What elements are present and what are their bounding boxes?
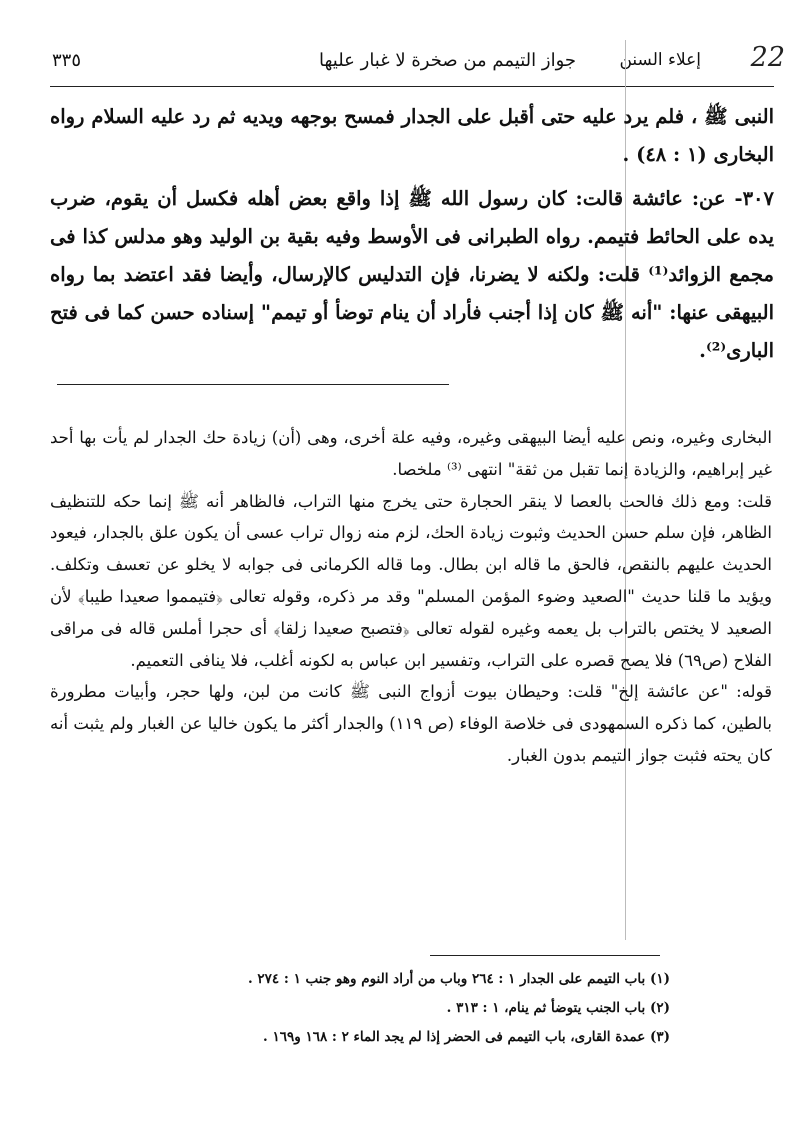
page-header xyxy=(50,42,785,82)
footnotes xyxy=(240,965,670,1052)
page-number: ٣٣٥ xyxy=(52,50,82,71)
book-title: إعلاء السنن xyxy=(619,50,701,70)
chapter-title: جواز التيمم من صخرة لا غبار عليها xyxy=(319,50,576,71)
footnote-2: (٢) باب الجنب يتوضأ ثم ينام، ١ : ٣١٣ . xyxy=(446,1000,670,1016)
header-rule xyxy=(50,86,774,87)
footnote-3: (٣) عمدة القارى، باب التيمم فى الحضر إذا لم يجد الماء ٢ : ١٦٨ و١٦٩ . xyxy=(263,1029,670,1045)
section-separator xyxy=(57,384,449,385)
footnote-rule xyxy=(430,955,660,956)
footnote-1: (١) باب التيمم على الجدار ١ : ٢٦٤ وباب من أراد النوم وهو جنب ١ : ٢٧٤ . xyxy=(248,971,670,987)
commentary xyxy=(50,422,772,772)
commentary-paragraph-1: البخارى وغيره، ونص عليه أيضا البيهقى وغيره، وفيه علة أخرى، وهى (أن) زيادة حك الجدار لم يأت بها أحد غير إبراهيم، والزيادة إنما تقبل من ثقة" انتهى ⁽³⁾ ملخصا. xyxy=(50,428,772,479)
commentary-paragraph-2: قلت: ومع ذلك فالحت بالعصا لا ينقر الحجارة حتى يخرج منها التراب، فالظاهر أنه ﷺ إنما حكه للتنظيف الظاهر، فإن سلم حسن الحديث وثبوت زيادة الحك، لزم منه زوال تراب عسى أن يكون علق بالجدار، فيعود الحديث عليهم بالنقص، فالحق ما قاله ابن بطال. وما قاله الكرمانى فى جوابه لا يخلو عن تعسف وتكلف. ويؤيد ما قلنا حديث "الصعيد وضوء المؤمن المسلم" وقد مر ذكره، وقوله تعالى ﴿فتيمموا صعيدا طيبا﴾ لأن الصعيد لا يختص بالتراب بل يعمه وغيره لقوله تعالى ﴿فتصبح صعيدا زلقا﴾ أى حجرا أملس قاله فى مراقى الفلاح (ص٦٩) فلا يصح قصره على التراب، وتفسير ابن عباس به لكونه أغلب، فلا ينافى التعميم. xyxy=(50,491,772,670)
main-paragraph-1: النبى ﷺ ، فلم يرد عليه حتى أقبل على الجدار فمسح بوجهه ويديه ثم رد عليه السلام رواه البخارى (١ : ٤٨) . xyxy=(50,105,774,166)
hadith-307: ٣٠٧- عن: عائشة قالت: كان رسول الله ﷺ إذا واقع بعض أهله فكسل أن يقوم، ضرب يده على الحائط فتيمم. رواه الطبرانى فى الأوسط وفيه بقية بن الوليد وهو مدلس كذا فى مجمع الزوائد⁽¹⁾ قلت: ولكنه لا يضرنا، فإن التدليس كالإرسال، وأيضا فقد اعتضد بما رواه البيهقى عنها: "أنه ﷺ كان إذا أجنب فأراد أن ينام توضأ أو تيمم" إسناده حسن كما فى فتح البارى⁽²⁾. xyxy=(50,187,774,362)
commentary-paragraph-3: قوله: "عن عائشة إلخ" قلت: وحيطان بيوت أزواج النبى ﷺ كانت من لبن، ولها حجر، وأبيات مطرورة بالطين، كما ذكره السمهودى فى خلاصة الوفاء (ص ١١٩) والجدار أكثر ما يكون خاليا عن الغبار ولم يثبت أنه كان يحته فثبت جواز التيمم بدون الغبار. xyxy=(50,682,772,765)
handwritten-page-mark: 22 xyxy=(750,42,785,73)
main-text xyxy=(50,98,774,380)
